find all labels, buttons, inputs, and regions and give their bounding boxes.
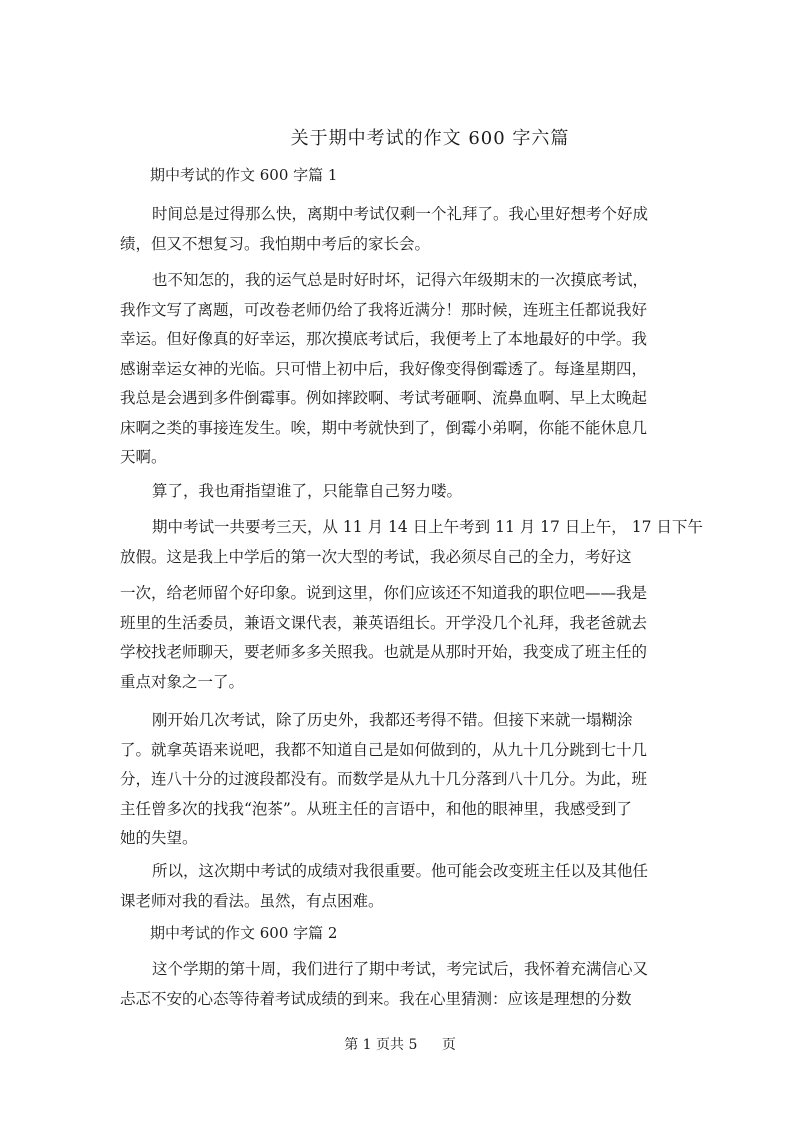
text-line: 所以，这次期中考试的成绩对我很重要。他可能会改变班主任以及其他任 bbox=[152, 862, 649, 880]
paragraph-6 bbox=[120, 706, 680, 854]
paragraph-8 bbox=[120, 955, 680, 1014]
text-line: 了。就拿英语来说吧，我都不知道自己是如何做到的，从九十几分跳到七十几 bbox=[120, 740, 648, 759]
text-line: 课老师对我的看法。虽然，有点困难。 bbox=[120, 891, 384, 910]
text-line: 刚开始几次考试，除了历史外，我都还考得不错。但接下来就一塌糊涂 bbox=[152, 711, 633, 729]
section-heading-2: 期中考试的作文 600 字篇 2 bbox=[150, 924, 338, 942]
paragraph-3 bbox=[120, 477, 680, 507]
text-line: 一次，给老师留个好印象。说到这里，你们应该还不知道我的职位吧——我是 bbox=[120, 584, 648, 602]
text-line: 我作文写了离题，可改卷老师仍给了我将近满分！那时候，连班主任都说我好 bbox=[120, 300, 648, 319]
text-line: 她的失望。 bbox=[120, 829, 198, 847]
text-line: 时间总是过得那么快，离期中考试仅剩一个礼拜了。我心里好想考个好成 bbox=[152, 205, 649, 223]
text-line: 班里的生活委员，兼语文课代表，兼英语组长。开学没几个礼拜，我老爸就去 bbox=[120, 613, 648, 632]
paragraph-4 bbox=[120, 513, 703, 572]
text-line: 绩，但又不想复习。我怕期中考后的家长会。 bbox=[120, 234, 431, 253]
text-line: 忐忑不安的心态等待着考试成绩的到来。我在心里猜测：应该是理想的分数 bbox=[120, 989, 632, 1008]
text-line: 期中考试一共要考三天，从 11 月 14 日上午考到 11 月 17 日上午， 17 日下午 bbox=[152, 518, 703, 536]
page-number-suffix: 页 bbox=[441, 1037, 456, 1053]
text-line: 也不知怎的，我的运气总是时好时坏，记得六年级期末的一次摸底考试， bbox=[152, 271, 649, 289]
text-line: 天啊。 bbox=[120, 448, 167, 466]
text-line: 学校找老师聊天，要老师多多关照我。也就是从那时开始，我变成了班主任的 bbox=[120, 643, 648, 661]
text-line: 床啊之类的事接连发生。唉，期中考就快到了，倒霉小弟啊，你能不能休息几 bbox=[120, 418, 648, 437]
text-line: 放假。这是我上中学后的第一次大型的考试，我必须尽自己的全力，考好这 bbox=[120, 547, 632, 566]
paragraph-2 bbox=[120, 266, 680, 473]
text-line: 主任曾多次的找我“泡茶”。从班主任的言语中，和他的眼神里，我感受到了 bbox=[120, 799, 632, 818]
section-heading-1: 期中考试的作文 600 字篇 1 bbox=[150, 166, 338, 184]
text-line: 感谢幸运女神的光临。只可惜上初中后，我好像变得倒霉透了。每逢星期四， bbox=[120, 359, 648, 378]
text-line: 算了，我也甭指望谁了，只能靠自己努力喽。 bbox=[152, 482, 463, 500]
document-title: 关于期中考试的作文 600 字六篇 bbox=[290, 128, 570, 149]
page-footer bbox=[0, 1034, 800, 1054]
text-line: 这个学期的第十周，我们进行了期中考试，考完试后，我怀着充满信心又 bbox=[152, 960, 649, 978]
paragraph-5 bbox=[120, 579, 680, 697]
text-line: 分，连八十分的过渡段都没有。而数学是从九十几分落到八十几分。为此，班 bbox=[120, 770, 648, 788]
paragraph-1 bbox=[120, 200, 680, 259]
page-number-text: 第 1 页共 5 bbox=[344, 1037, 418, 1053]
text-line: 幸运。但好像真的好幸运，那次摸底考试后，我便考上了本地最好的中学。我 bbox=[120, 330, 648, 348]
text-line: 我总是会遇到多件倒霉事。例如摔跤啊、考试考砸啊、流鼻血啊、早上太晚起 bbox=[120, 389, 648, 407]
paragraph-7 bbox=[120, 857, 680, 916]
text-line: 重点对象之一了。 bbox=[120, 672, 245, 691]
